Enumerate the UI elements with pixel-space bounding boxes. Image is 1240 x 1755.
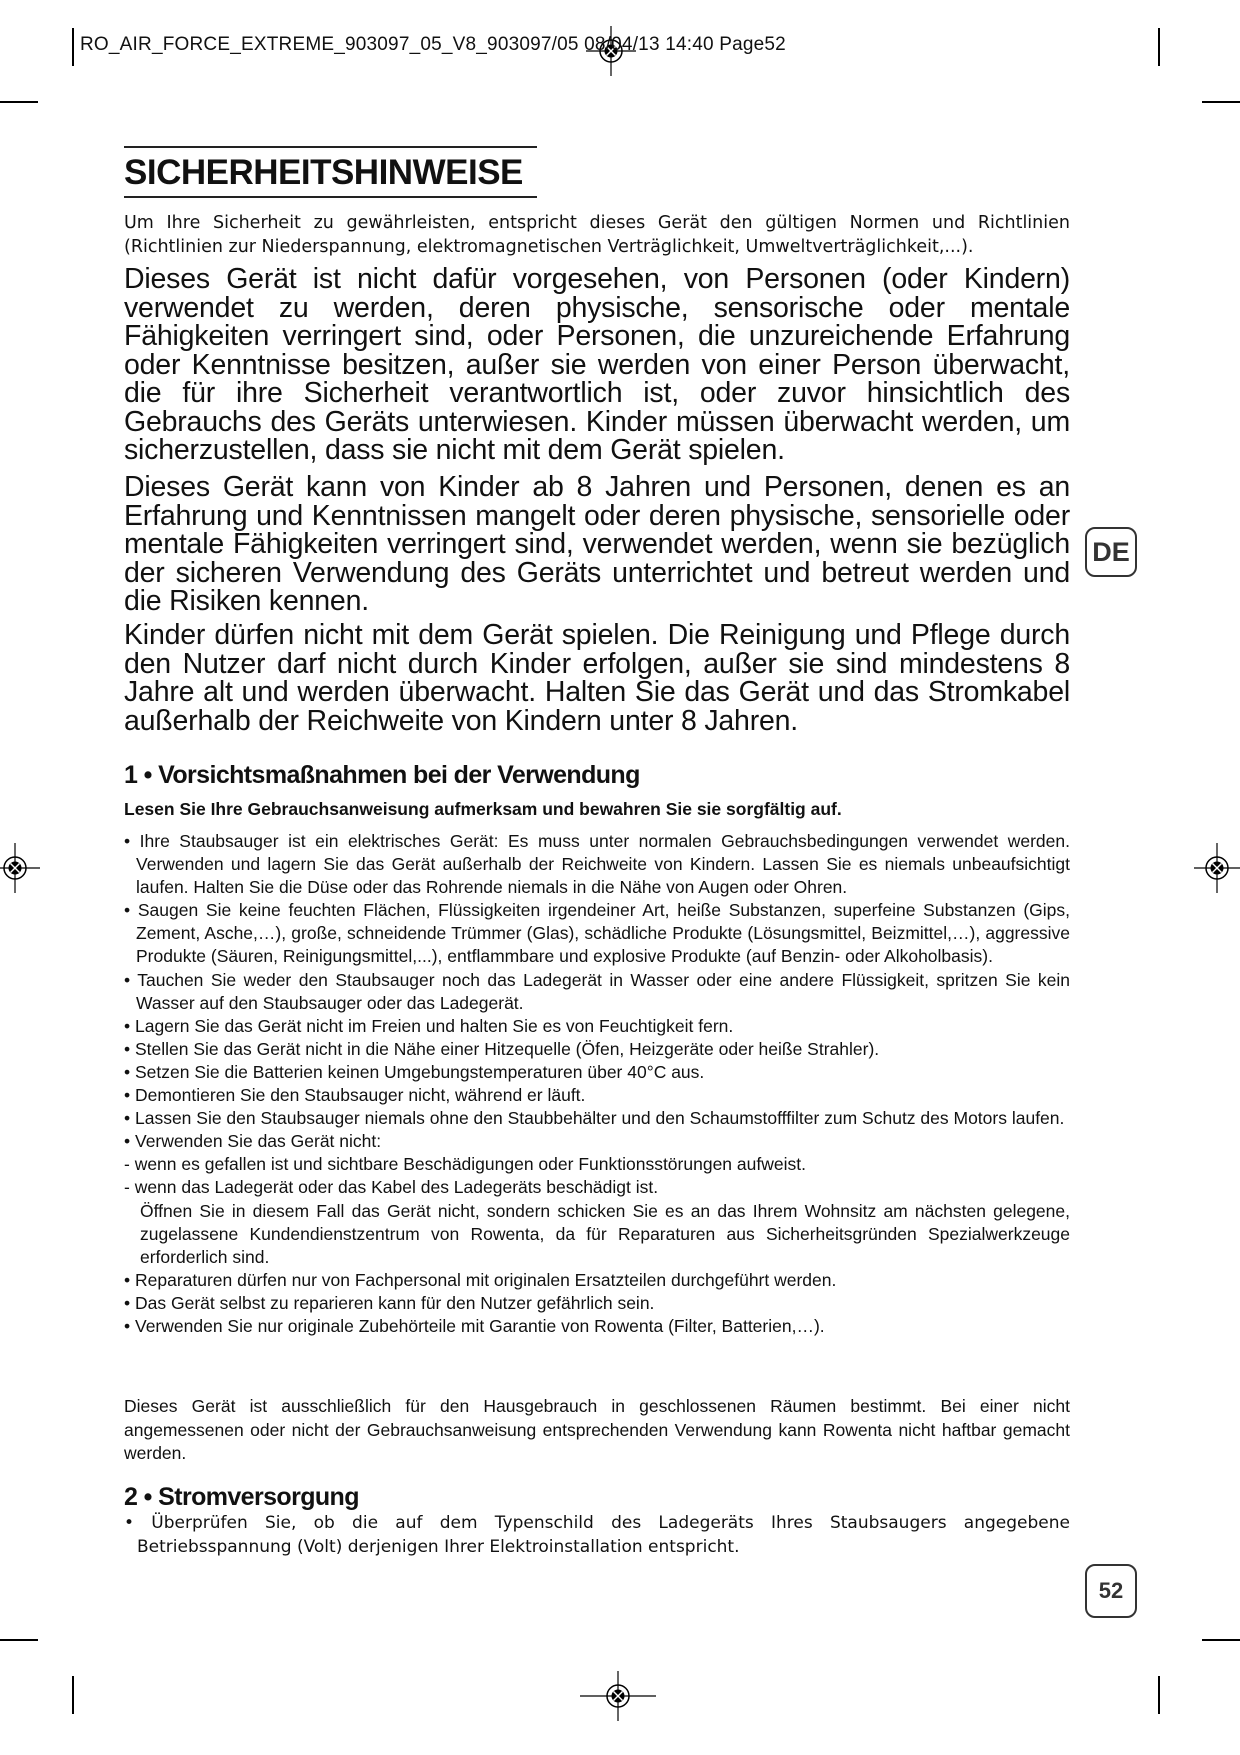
intro-paragraph: Um Ihre Sicherheit zu gewährleisten, entspricht dieses Gerät den gültigen Normen und Richtlinien (Richtlinien zur Niederspannung, elektromagnetischen Verträglichkeit, Umweltverträglichkeit,...).	[124, 213, 1070, 257]
title-block	[124, 146, 537, 198]
list-item: • Setzen Sie die Batterien keinen Umgebungstemperaturen über 40°C aus.	[124, 1061, 705, 1082]
registration-mark-icon	[0, 843, 40, 893]
crop-mark	[72, 1676, 74, 1714]
power-supply-list	[124, 1511, 1070, 1559]
closing-paragraph: Dieses Gerät ist ausschließlich für den Hausgebrauch in geschlossenen Räumen bestimmt. Bei einer nicht angemessenen oder nicht der Gebrauchsanweisung entsprechenden Verwendung kann Rowenta nicht haftbar gemacht werden.	[124, 1396, 1070, 1463]
registration-mark-icon	[580, 1671, 656, 1721]
crop-mark	[1202, 1639, 1240, 1641]
section-heading: 2 • Stromversorgung	[124, 1483, 359, 1511]
list-item: • Ihre Staubsauger ist ein elektrisches Gerät: Es muss unter normalen Gebrauchsbedingungen verwendet werden. Verwenden und lagern Sie das Gerät außerhalb der Reichweite von Kindern. Lassen Sie es niemals unbeaufsichtigt laufen. Halten Sie die Düse oder das Rohrende niemals in die Nähe von Augen oder Ohren.	[124, 831, 1070, 898]
registration-mark-icon	[1194, 843, 1240, 893]
crop-mark	[0, 101, 38, 103]
list-item: - wenn das Ladegerät oder das Kabel des Ladegeräts beschädigt ist.	[124, 1177, 659, 1198]
list-item: • Reparaturen dürfen nur von Fachpersonal mit originalen Ersatzteilen durchgeführt werden.	[124, 1269, 837, 1290]
print-slug: RO_AIR_FORCE_EXTREME_903097_05_V8_903097/05 08/04/13 14:40 Page52	[80, 34, 786, 55]
list-item: • Lassen Sie den Staubsauger niemals ohne den Staubbehälter und den Schaumstofffilter zum Schutz des Motors laufen.	[124, 1108, 1065, 1129]
crop-mark	[72, 28, 74, 66]
list-item: • Stellen Sie das Gerät nicht in die Nähe einer Hitzequelle (Öfen, Heizgeräte oder heiße Strahler).	[124, 1038, 880, 1059]
list-item: - wenn es gefallen ist und sichtbare Beschädigungen oder Funktionsstörungen aufweist.	[124, 1154, 806, 1175]
list-item: • Demontieren Sie den Staubsauger nicht, während er läuft.	[124, 1085, 586, 1106]
crop-mark	[1202, 101, 1240, 103]
section-heading: 1 • Vorsichtsmaßnahmen bei der Verwendung	[124, 761, 640, 789]
warning-paragraph: Kinder dürfen nicht mit dem Gerät spielen. Die Reinigung und Pflege durch den Nutzer darf nicht durch Kinder erfolgen, außer sie sind mindestens 8 Jahre alt und werden überwacht. Halten Sie das Gerät und das Stromkabel außerhalb der Reichweite von Kindern unter 8 Jahren.	[124, 619, 1070, 737]
list-item: • Lagern Sie das Gerät nicht im Freien und halten Sie es von Feuchtigkeit fern.	[124, 1015, 734, 1036]
list-item: • Überprüfen Sie, ob die auf dem Typenschild des Ladegeräts Ihres Staubsaugers angegebene Betriebsspannung (Volt) derjenigen Ihrer Elektroinstallation entspricht.	[124, 1513, 1070, 1557]
precautions-list	[124, 830, 1070, 1338]
language-tab: DE	[1085, 527, 1137, 577]
warning-paragraph: Dieses Gerät kann von Kinder ab 8 Jahren und Personen, denen es an Erfahrung und Kenntnissen mangelt oder deren physische, sensorielle oder mentale Fähigkeiten verringert sind, verwendet werden, wenn sie bezüglich der sicheren Verwendung des Geräts unterrichtet und betreut werden und die Risiken kennen.	[124, 471, 1070, 617]
list-item: • Verwenden Sie nur originale Zubehörteile mit Garantie von Rowenta (Filter, Batterien,…).	[124, 1315, 825, 1336]
crop-mark	[1158, 28, 1160, 66]
page-number: 52	[1085, 1564, 1137, 1618]
crop-mark	[1158, 1676, 1160, 1714]
page-title: SICHERHEITSHINWEISE	[124, 153, 523, 192]
list-item: • Tauchen Sie weder den Staubsauger noch das Ladegerät in Wasser oder eine andere Flüssigkeit, spritzen Sie kein Wasser auf den Staubsauger oder das Ladegerät.	[124, 969, 1070, 1013]
warning-paragraph: Dieses Gerät ist nicht dafür vorgesehen, von Personen (oder Kindern) verwendet zu werden, deren physische, sensorische oder mentale Fähigkeiten verringert sind, oder Personen, die unzureichende Erfahrung oder Kenntnisse besitzen, außer sie werden von einer Person überwacht, die für ihre Sicherheit verantwortlich ist, oder zuvor hinsichtlich des Gebrauchs des Geräts unterwiesen. Kinder müssen überwacht werden, um sicherzustellen, dass sie nicht mit dem Gerät spielen.	[124, 263, 1070, 466]
list-item: Öffnen Sie in diesem Fall das Gerät nicht, sondern schicken Sie es an das Ihrem Wohnsitz am nächsten gelegene, zugelassene Kundendienstzentrum von Rowenta, da für Reparaturen aus Sicherheitsgründen Spezialwerkzeuge erforderlich sind.	[140, 1200, 1070, 1267]
crop-mark	[0, 1639, 38, 1641]
list-item: • Verwenden Sie das Gerät nicht:	[124, 1131, 382, 1152]
list-item: • Saugen Sie keine feuchten Flächen, Flüssigkeiten irgendeiner Art, heiße Substanzen, superfeine Substanzen (Gips, Zement, Asche,…), große, schneidende Trümmer (Glas), schädliche Produkte (Lösungsmittel, Beizmittel,…), aggressive Produkte (Säuren, Reinigungsmittel,...), entflammbare und explosive Produkte (auf Benzin- oder Alkoholbasis).	[124, 900, 1070, 967]
section-subheading: Lesen Sie Ihre Gebrauchsanweisung aufmerksam und bewahren Sie sie sorgfältig auf.	[124, 799, 842, 819]
list-item: • Das Gerät selbst zu reparieren kann für den Nutzer gefährlich sein.	[124, 1292, 655, 1313]
